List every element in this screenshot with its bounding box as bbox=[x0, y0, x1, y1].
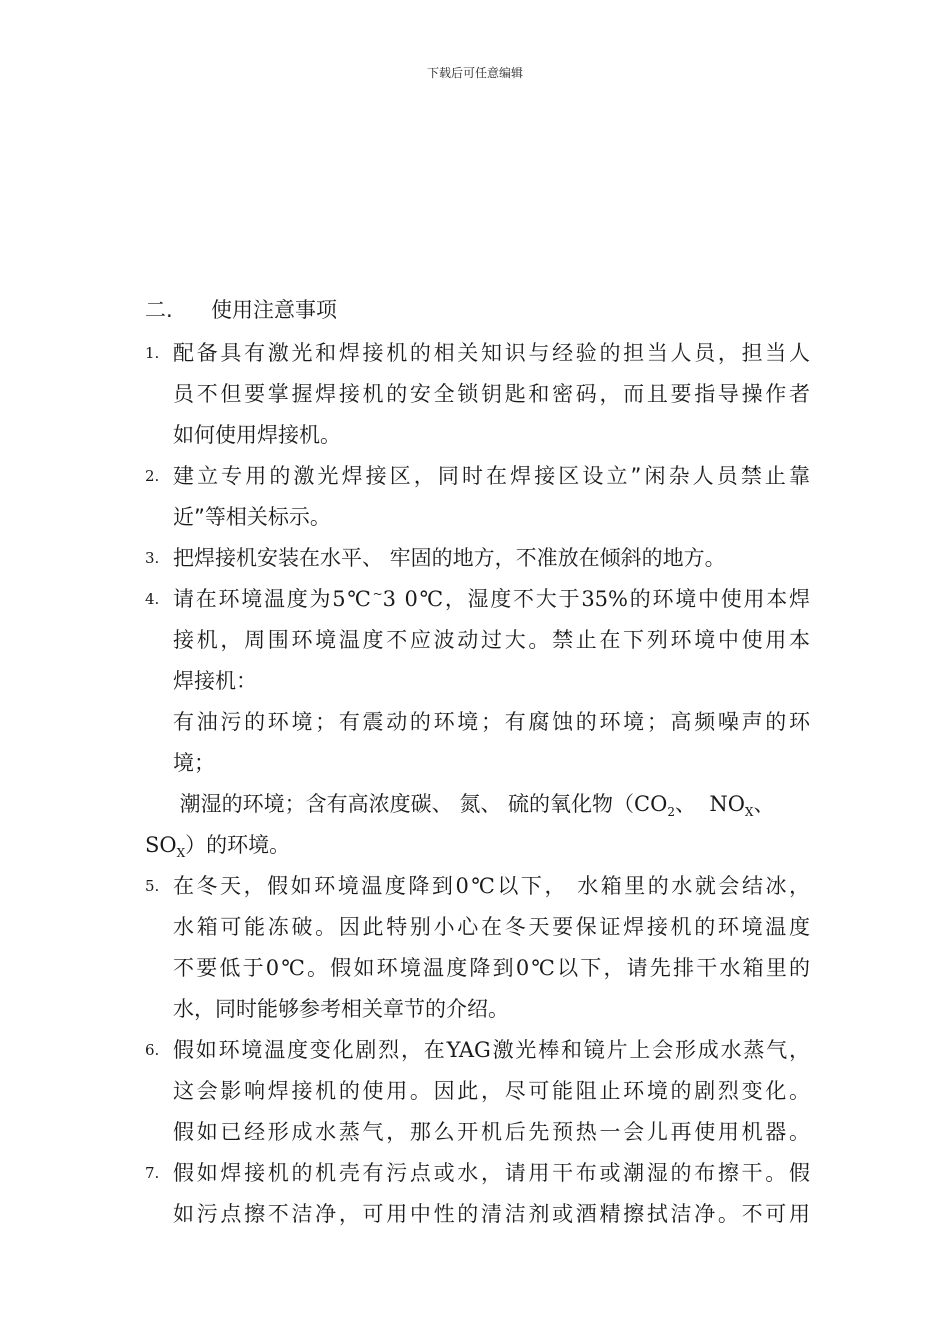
list-item-1 bbox=[145, 333, 810, 456]
chemical-sox: $SO_X$ bbox=[145, 833, 186, 861]
chemical-co2: $CO_2$ bbox=[634, 792, 675, 820]
item-line: 接机，周围环境温度不应波动过大。禁止在下列环境中使用本 bbox=[173, 628, 810, 652]
list-item-6 bbox=[145, 1030, 810, 1153]
item-number: 5. bbox=[145, 877, 160, 895]
item-line: 假如焊接机的机壳有污点或水，请用干布或潮湿的布擦干。假 bbox=[173, 1161, 810, 1185]
document-body bbox=[145, 292, 810, 1235]
item-line: 在冬天，假如环境温度降到0℃以下， 水箱里的水就会结冰， bbox=[173, 874, 810, 898]
item-number: 3. bbox=[145, 549, 160, 567]
separator: 、 bbox=[753, 792, 775, 816]
list-item-3 bbox=[145, 538, 810, 579]
list-item-2 bbox=[145, 456, 810, 538]
section-number: 二. bbox=[145, 298, 173, 322]
item-line: 建立专用的激光焊接区，同时在焊接区设立”闲杂人员禁止靠 bbox=[173, 464, 810, 488]
temperature-value: 0℃ bbox=[265, 956, 308, 980]
item-line: 如污点擦不洁净，可用中性的清洁剂或酒精擦拭洁净。不可用 bbox=[173, 1202, 810, 1226]
temperature-value: 5℃ bbox=[332, 587, 373, 611]
text-run: 潮湿的环境；含有高浓度碳、 氮、 硫的氧化物（ bbox=[173, 792, 635, 816]
item-line: 焊接机： bbox=[173, 669, 257, 693]
item-number: 4. bbox=[145, 590, 160, 608]
item-line: 配备具有激光和焊接机的相关知识与经验的担当人员，担当人 bbox=[173, 341, 810, 365]
temperature-value: 3 0℃ bbox=[382, 587, 445, 611]
item-line: 这会影响焊接机的使用。因此，尽可能阻止环境的剧烈变化。 bbox=[173, 1079, 810, 1103]
text-run: ）的环境。 bbox=[185, 833, 291, 857]
item-number: 7. bbox=[145, 1164, 160, 1182]
section-heading bbox=[145, 292, 810, 328]
item-line: 把焊接机安装在水平、 牢固的地方，不准放在倾斜的地方。 bbox=[173, 546, 726, 570]
item-line: 近”等相关标示。 bbox=[173, 505, 331, 529]
list-item-5 bbox=[145, 866, 810, 1030]
item-line: 假如已经形成水蒸气，那么开机后先预热一会儿再使用机器。 bbox=[173, 1120, 810, 1144]
text-run: 请在环境温度为 bbox=[173, 587, 333, 611]
list-item-4 bbox=[145, 579, 810, 702]
item-line: 水箱可能冻破。因此特别小心在冬天要保证焊接机的环境温度 bbox=[173, 915, 810, 939]
environment-list bbox=[145, 702, 810, 866]
separator: 、 bbox=[674, 792, 696, 816]
item-line bbox=[173, 579, 810, 620]
tilde-symbol: ~ bbox=[372, 587, 383, 601]
temperature-value: 0℃ bbox=[515, 956, 558, 980]
env-line: 有油污的环境；有震动的环境；有腐蚀的环境；高频噪声的环 bbox=[173, 710, 810, 734]
text-run: ，湿度不大于 bbox=[444, 587, 582, 611]
yag-label: YAG bbox=[446, 1038, 491, 1062]
env-line bbox=[173, 784, 810, 825]
temperature-value: 0℃ bbox=[455, 874, 498, 898]
text-run: 的环境中使用本焊 bbox=[628, 587, 810, 611]
item-number: 6. bbox=[145, 1041, 160, 1059]
list-item-7 bbox=[145, 1153, 810, 1235]
item-line: 如何使用焊接机。 bbox=[173, 423, 341, 447]
chemical-nox: $NO_X$ bbox=[709, 792, 754, 820]
item-number: 2. bbox=[145, 467, 160, 485]
item-line: 不要低于0℃。假如环境温度降到0℃以下，请先排干水箱里的 bbox=[173, 956, 810, 980]
env-line bbox=[145, 825, 810, 866]
humidity-value: 35% bbox=[581, 587, 628, 611]
item-line: 水，同时能够参考相关章节的介绍。 bbox=[173, 997, 509, 1021]
page-header: 下载后可任意编辑 bbox=[426, 66, 523, 80]
env-line: 境； bbox=[173, 751, 215, 775]
item-line: 假如环境温度变化剧烈，在YAG激光棒和镜片上会形成水蒸气， bbox=[173, 1038, 810, 1062]
item-line: 员不但要掌握焊接机的安全锁钥匙和密码，而且要指导操作者 bbox=[173, 382, 810, 406]
item-number: 1. bbox=[145, 344, 160, 362]
section-title: 使用注意事项 bbox=[211, 298, 337, 322]
